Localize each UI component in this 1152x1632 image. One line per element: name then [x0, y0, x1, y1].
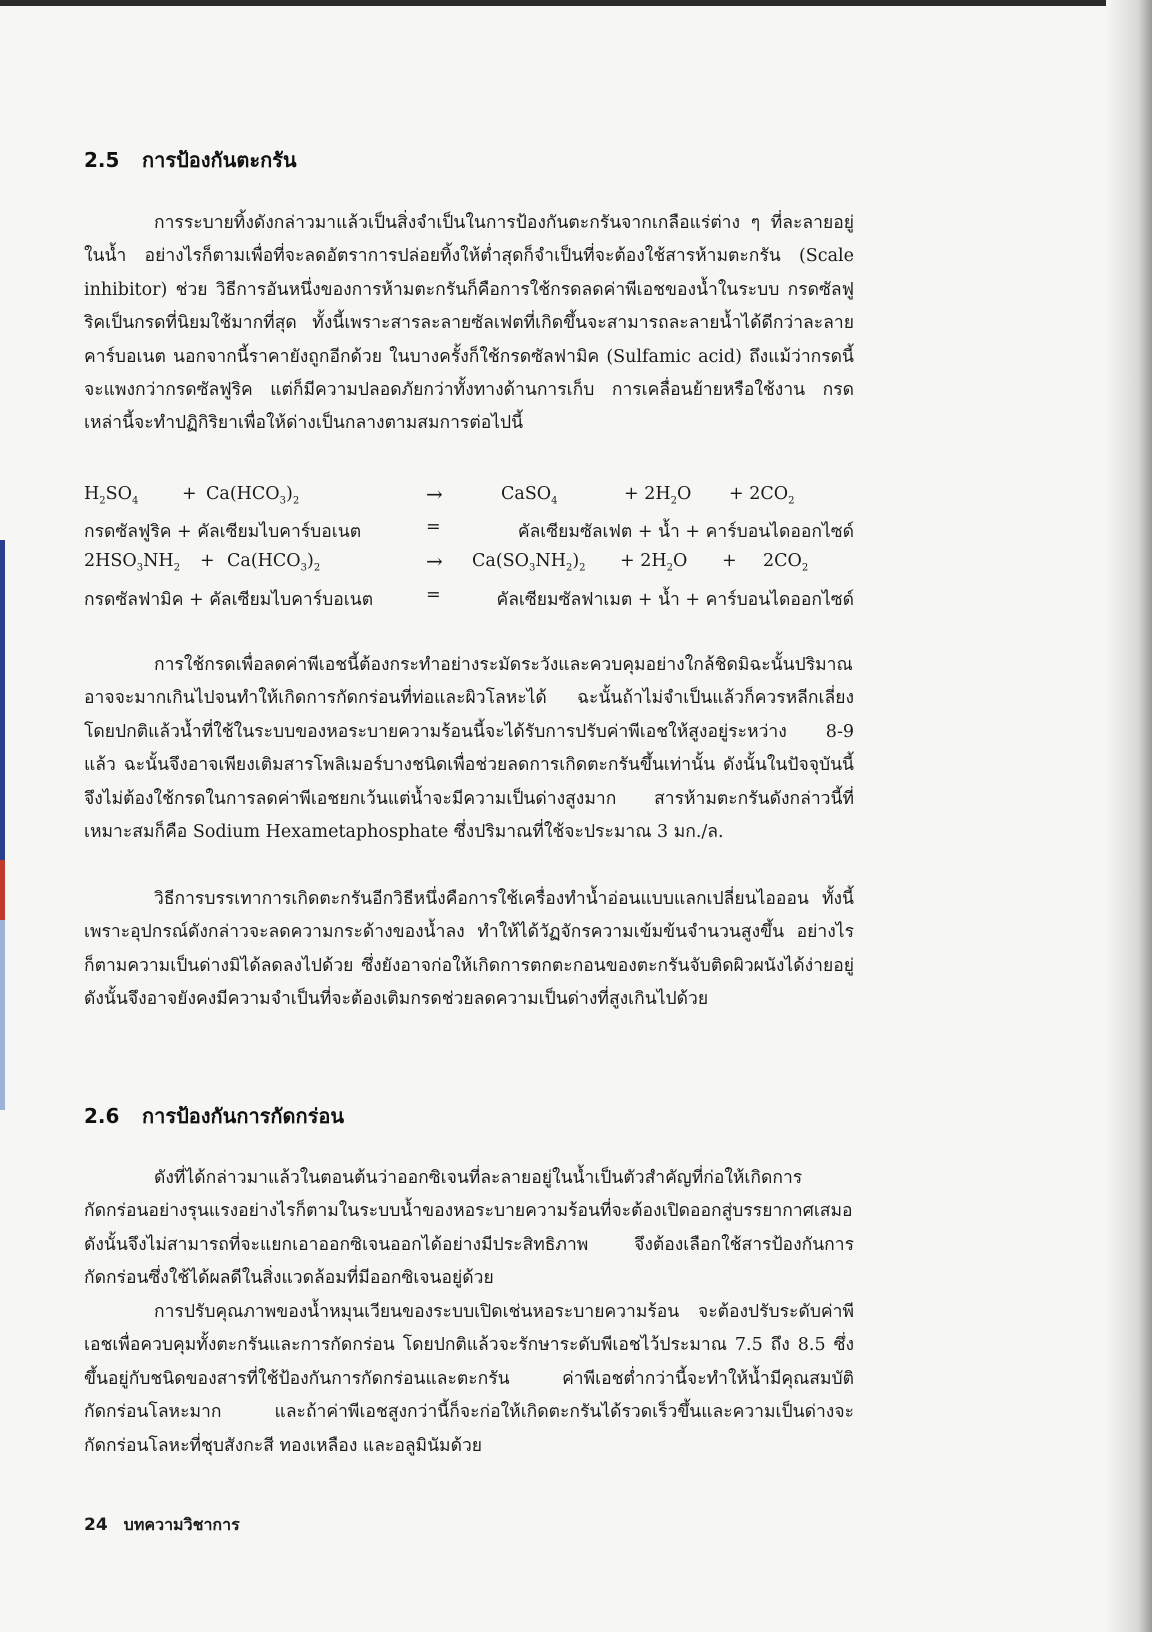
eq1-plus: +	[182, 484, 197, 504]
eq2-plus-2: +	[722, 551, 737, 571]
section-heading-2-5	[84, 144, 297, 176]
section-heading-2-6	[84, 1100, 344, 1132]
eq1-term-caso4: CaSO$_4$	[501, 484, 558, 507]
eq2-term-cahco3: $Ca(HCO_3)_2$	[227, 551, 321, 574]
eq1-words-equals: =	[426, 517, 441, 537]
equation-1-words	[84, 517, 854, 551]
eq1-term-co2: + $2CO_2$	[729, 484, 795, 507]
section-2-5-paragraph-2	[84, 649, 854, 849]
eq2-term-water: + $2H_2O$	[620, 551, 688, 574]
section-title: การป้องกันตะกรัน	[142, 148, 297, 172]
eq1-words-right: คัลเซียมซัลเฟต + น้ำ + คาร์บอนไดออกไซด์	[517, 522, 854, 542]
page-number: 24	[84, 1515, 108, 1535]
section-number: 2.5	[84, 148, 120, 172]
equation-1	[84, 484, 854, 518]
section-number: 2.6	[84, 1104, 120, 1128]
eq1-words-left: กรดซัลฟูริค + คัลเซียมไบคาร์บอเนต	[84, 522, 362, 542]
equation-2-words	[84, 585, 854, 619]
eq2-words-equals: =	[426, 585, 441, 605]
section-title: การป้องกันการกัดกร่อน	[142, 1104, 345, 1128]
paragraph-text: วิธีการบรรเทาการเกิดตะกรันอีกวิธีหนึ่งคือการใช้เครื่องทำน้ำอ่อนแบบแลกเปลี่ยนไอออน ทั้งนี้เพราะอุปกรณ์ดังกล่าวจะลดความกระด้างของน้ำลง ทำให้ได้วัฏจักรความเข้มข้นจำนวนสูงขึ้น อย่างไรก็ตามความเป็นด่างมิได้ลดลงไปด้วย ซึ่งยังอาจก่อให้เกิดการตกตะกอนของตะกรันจับติดผิวผนังได้ง่ายอยู่ ดังนั้นจึงอาจยังคงมีความจำเป็นที่จะต้องเติมกรดช่วยลดความเป็นด่างที่สูงเกินไปด้วย	[84, 889, 854, 1010]
paragraph-text: การระบายทิ้งดังกล่าวมาแล้วเป็นสิ่งจำเป็นในการป้องกันตะกรันจากเกลือแร่ต่าง ๆ ที่ละลายอยู่ในน้ำ อย่างไรก็ตามเพื่อที่จะลดอัตราการปล่อยทิ้งให้ต่ำสุดก็จำเป็นที่จะต้องใช้สารห้ามตะกรัน (Scale inhibitor) ช่วย วิธีการอันหนึ่งของการห้ามตะกรันก็คือการใช้กรดลดค่าพีเอชของน้ำในระบบ กรดซัลฟูริคเป็นกรดที่นิยมใช้มากที่สุด ทั้งนี้เพราะสารละลายซัลเฟตที่เกิดขึ้นจะสามารถละลายน้ำได้ดีกว่าละลายคาร์บอเนต นอกจากนี้ราคายังถูกอีกด้วย ในบางครั้งก็ใช้กรดซัลฟามิค (Sulfamic acid) ถึงแม้ว่ากรดนี้จะแพงกว่ากรดซัลฟูริค แต่ก็มีความปลอดภัยกว่าทั้งทางด้านการเก็บ การเคลื่อนย้ายหรือใช้งาน กรดเหล่านี้จะทำปฏิกิริยาเพื่อให้ด่างเป็นกลางตามสมการต่อไปนี้	[84, 213, 854, 434]
paragraph-text: การปรับคุณภาพของน้ำหมุนเวียนของระบบเปิดเช่นหอระบายความร้อน จะต้องปรับระดับค่าพีเอชเพื่อควบคุมทั้งตะกรันและการกัดกร่อน โดยปกติแล้วจะรักษาระดับพีเอชไว้ประมาณ 7.5 ถึง 8.5 ซึ่งขึ้นอยู่กับชนิดของสารที่ใช้ป้องกันการกัดกร่อนและตะกรัน ค่าพีเอชต่ำกว่านี้จะทำให้น้ำมีคุณสมบัติกัดกร่อนโลหะมาก และถ้าค่าพีเอชสูงกว่านี้ก็จะก่อให้เกิดตะกรันได้รวดเร็วขึ้นและความเป็นด่างจะกัดกร่อนโลหะที่ชุบสังกะสี ทองเหลือง และอลูมินัมด้วย	[84, 1302, 854, 1456]
footer-section-name: บทความวิชาการ	[123, 1515, 240, 1534]
paragraph-text: ดังที่ได้กล่าวมาแล้วในตอนต้นว่าออกซิเจนที่ละลายอยู่ในน้ำเป็นตัวสำคัญที่ก่อให้เกิดการกัดกร่อนอย่างรุนแรงอย่างไรก็ตามในระบบน้ำของหอระบายความร้อนที่จะต้องเปิดออกสู่บรรยากาศเสมอ ดังนั้นจึงไม่สามารถที่จะแยกเอาออกซิเจนออกได้อย่างมีประสิทธิภาพ จึงต้องเลือกใช้สารป้องกันการกัดกร่อนซึ่งใช้ได้ผลดีในสิ่งแวดล้อมที่มีออกซิเจนอยู่ด้วย	[84, 1168, 854, 1289]
eq1-arrow: →	[426, 482, 443, 506]
eq2-words-right: คัลเซียมซัลฟาเมต + น้ำ + คาร์บอนไดออกไซด์	[496, 590, 854, 610]
eq2-plus: +	[200, 551, 215, 571]
scan-right-edge-shadow	[1106, 0, 1152, 1632]
scan-left-strip-lightblue	[0, 920, 5, 1110]
eq2-words-left: กรดซัลฟามิค + คัลเซียมไบคาร์บอเนต	[84, 590, 374, 610]
eq2-term-sulfamic: $2HSO_3NH_2$	[84, 551, 181, 574]
eq2-term-casulfamate: $Ca(SO_3NH_2)_2$	[472, 551, 586, 574]
equation-2	[84, 551, 854, 585]
eq1-term-h2so4: $H_2SO_4$	[84, 484, 139, 507]
paragraph-text: การใช้กรดเพื่อลดค่าพีเอชนี้ต้องกระทำอย่างระมัดระวังและควบคุมอย่างใกล้ชิดมิฉะนั้นปริมาณอาจจะมากเกินไปจนทำให้เกิดการกัดกร่อนที่ท่อและผิวโลหะได้ ฉะนั้นถ้าไม่จำเป็นแล้วก็ควรหลีกเลี่ยง โดยปกติแล้วน้ำที่ใช้ในระบบของหอระบายความร้อนนี้จะได้รับการปรับค่าพีเอชให้สูงอยู่ระหว่าง 8-9 แล้ว ฉะนั้นจึงอาจเพียงเติมสารโพลิเมอร์บางชนิดเพื่อช่วยลดการเกิดตะกรันขึ้นเท่านั้น ดังนั้นในปัจจุบันนี้จึงไม่ต้องใช้กรดในการลดค่าพีเอชยกเว้นแต่น้ำจะมีความเป็นด่างสูงมาก สารห้ามตะกรันดังกล่าวนี้ที่เหมาะสมก็คือ Sodium Hexametaphosphate ซึ่งปริมาณที่ใช้จะประมาณ 3 มก./ล.	[84, 655, 854, 843]
page-footer	[84, 1513, 240, 1538]
scan-left-strip-blue	[0, 540, 5, 860]
section-2-6-paragraph-2	[84, 1296, 854, 1463]
section-2-5-paragraph-3	[84, 883, 854, 1017]
eq2-arrow: →	[426, 549, 443, 573]
eq1-term-water: + $2H_2O$	[624, 484, 692, 507]
eq1-term-cahco3: $Ca(HCO_3)_2$	[206, 484, 300, 507]
eq2-term-co2: $2CO_2$	[763, 551, 809, 574]
section-2-5-paragraph-1	[84, 207, 854, 441]
scan-left-strip-red	[0, 860, 5, 920]
section-2-6-paragraph-1	[84, 1162, 854, 1296]
document-page	[84, 0, 854, 1632]
